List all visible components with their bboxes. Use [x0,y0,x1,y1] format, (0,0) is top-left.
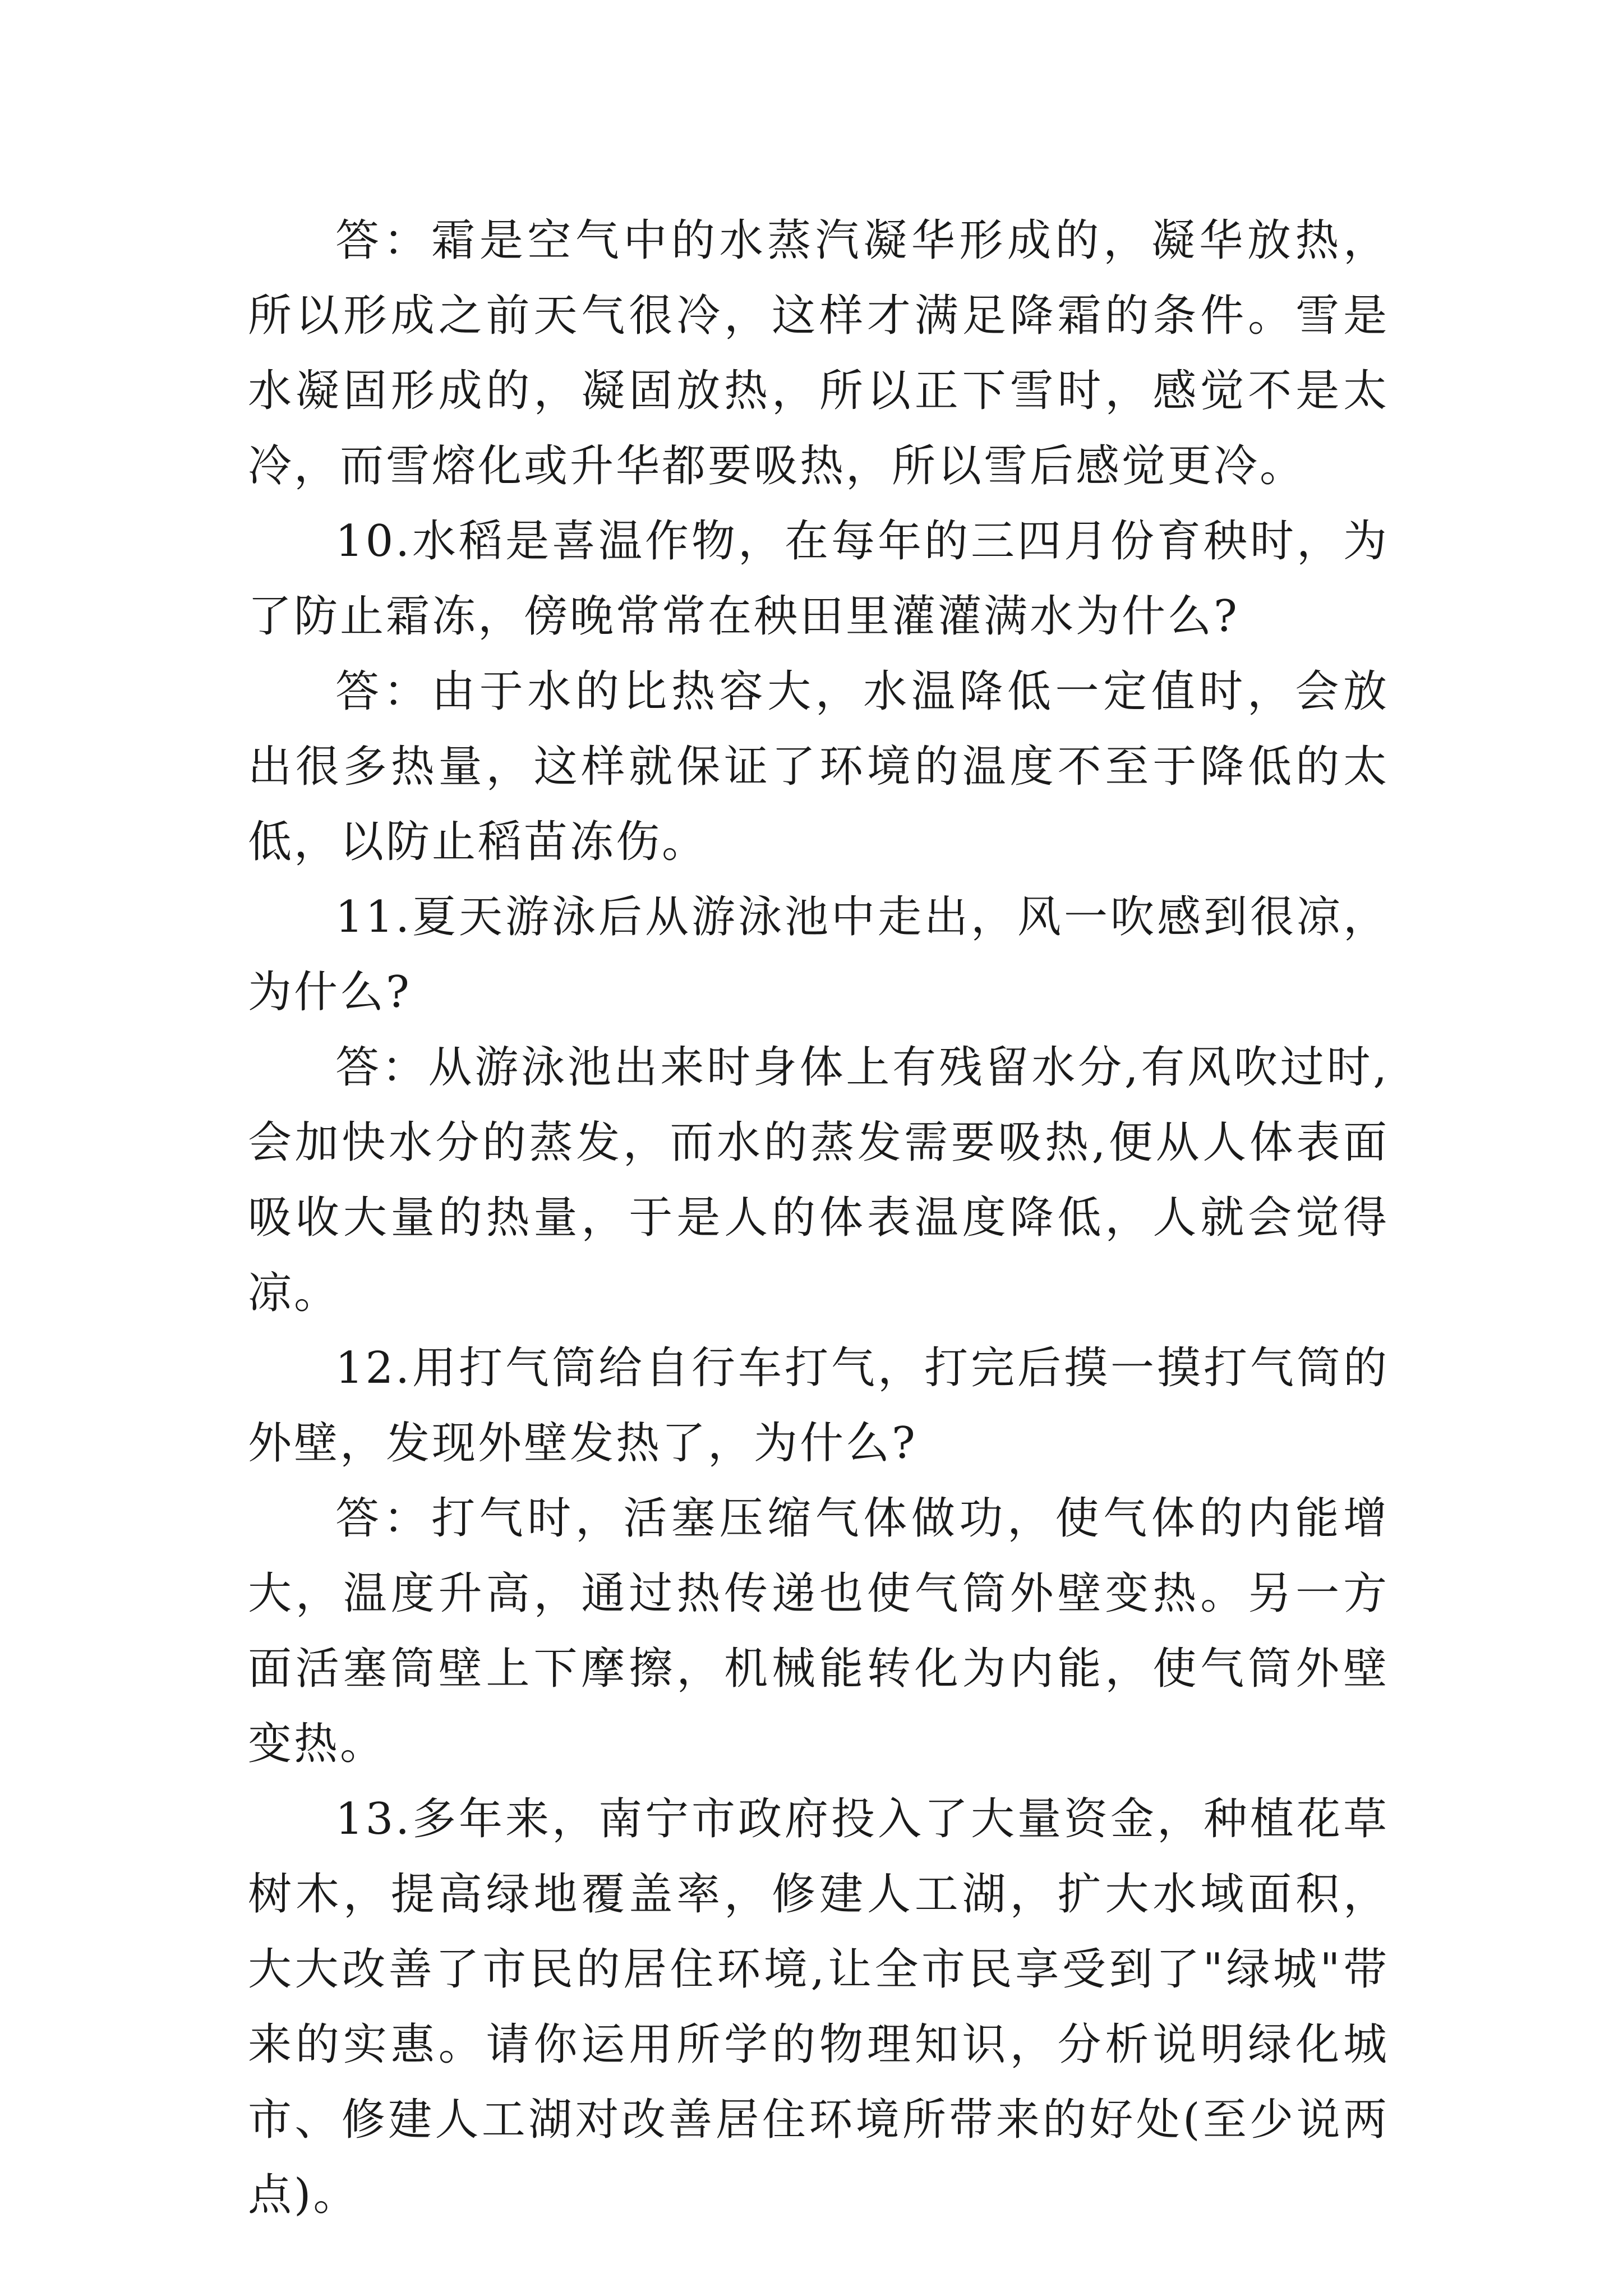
document-body [248,203,1389,2233]
answer-12-paragraph: 答：打气时，活塞压缩气体做功，使气体的内能增大，温度升高，通过热传递也使气筒外壁变热。另一方面活塞筒壁上下摩擦，机械能转化为内能，使气筒外壁变热。 [248,1493,1389,1769]
answer-11-paragraph: 答：从游泳池出来时身体上有残留水分,有风吹过时,会加快水分的蒸发，而水的蒸发需要吸热,便从人体表面吸收大量的热量，于是人的体表温度降低，人就会觉得凉。 [248,1042,1389,1318]
question-11-paragraph: 11.夏天游泳后从游泳池中走出，风一吹感到很凉，为什么? [248,892,1389,1018]
question-12-paragraph: 12.用打气筒给自行车打气，打完后摸一摸打气筒的外壁，发现外壁发热了，为什么? [248,1343,1389,1469]
answer-10-paragraph: 答：由于水的比热容大，水温降低一定值时，会放出很多热量，这样就保证了环境的温度不至于降低的太低，以防止稻苗冻伤。 [248,666,1389,867]
question-10-paragraph: 10.水稻是喜温作物，在每年的三四月份育秧时，为了防止霜冻，傍晚常常在秧田里灌灌满水为什么? [248,516,1389,642]
answer-paragraph-frost-snow: 答：霜是空气中的水蒸汽凝华形成的，凝华放热，所以形成之前天气很冷，这样才满足降霜的条件。雪是水凝固形成的，凝固放热，所以正下雪时，感觉不是太冷，而雪熔化或升华都要吸热，所以雪后感觉更冷。 [248,215,1389,491]
question-13-paragraph: 13.多年来，南宁市政府投入了大量资金，种植花草树木，提高绿地覆盖率，修建人工湖，扩大水域面积，大大改善了市民的居住环境,让全市民享受到了"绿城"带来的实惠。请你运用所学的物理知识，分析说明绿化城市、修建人工湖对改善居住环境所带来的好处(至少说两点)。 [248,1794,1389,2220]
